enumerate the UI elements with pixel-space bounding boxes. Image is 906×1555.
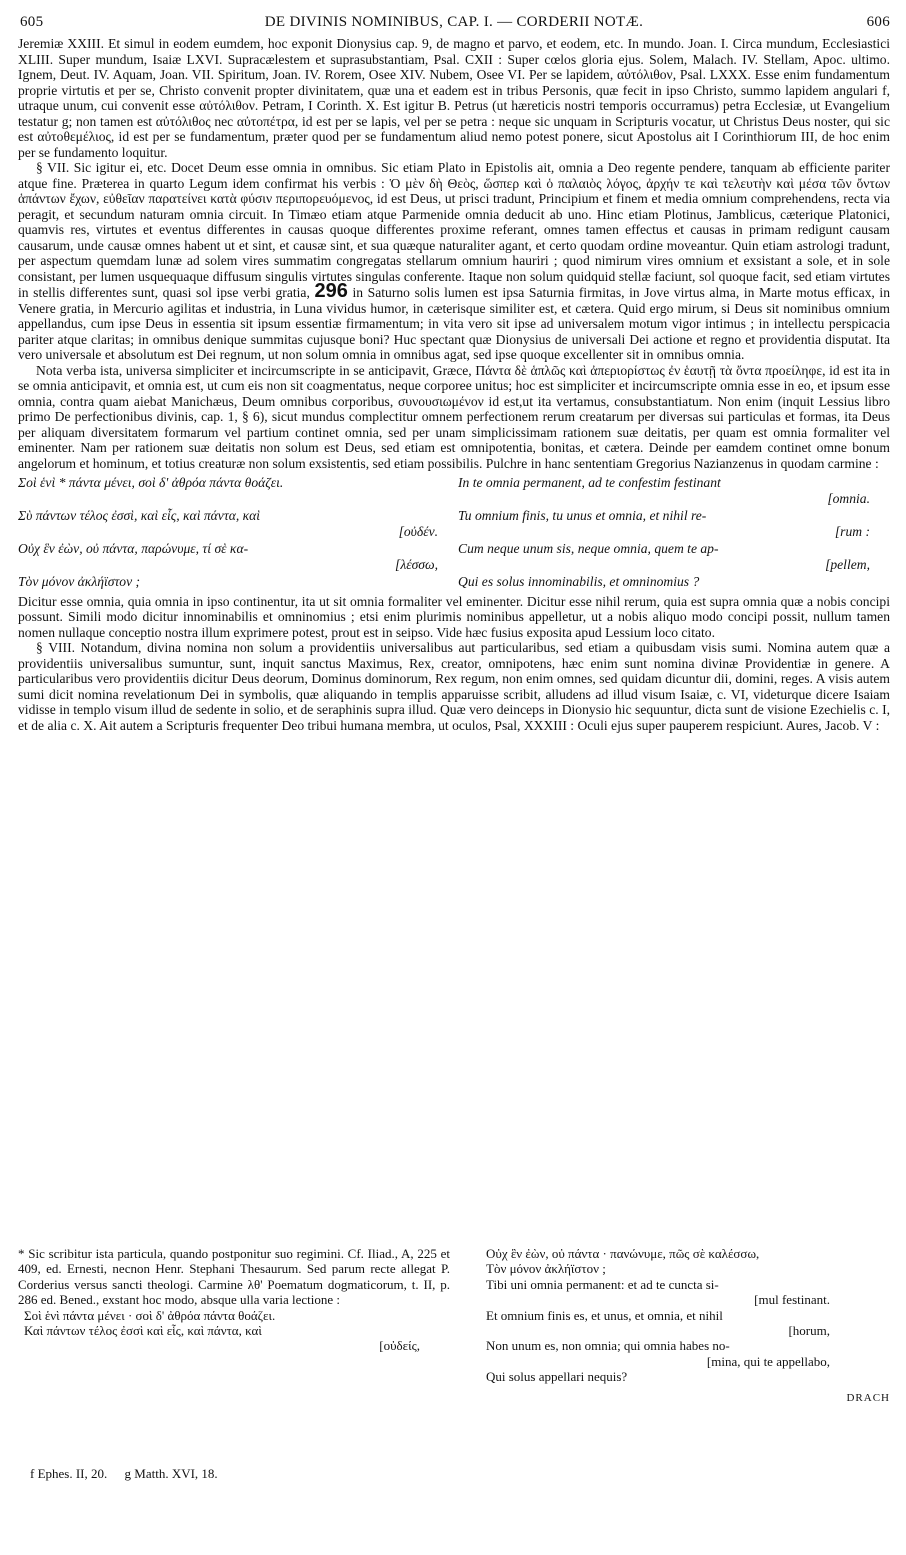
footnote-verse-line: Non unum es, non omnia; qui omnia habes no- [486,1338,730,1354]
footnote-verse-line: Tibi uni omnia permanent: et ad te cuncta si- [486,1276,719,1292]
poem-latin-line: Qui es solus innominabilis, et omninomius ? [458,574,700,589]
running-header [18,14,890,36]
paragraph-text: § VII. Sic igitur ei, etc. Docet Deum esse omnia in omnibus. Sic etiam Plato in Epistolis ait, omnia a Deo regente pendere, tanquam ab efficiente pariter atque fine. Præterea in quarto Legum idem confirmat his verbis : Ὁ μὲν δὴ Θεὸς, ὥσπερ καὶ ὁ παλαιὸς λόγος, ἀρχήν τε καὶ τελευτὴν καὶ μέσα τῶν ὄντων ἁπάντων ἔχων, εὐθεῖαν παρατείνει κατὰ φύσιν περιπορευόμενος, id est Deus, ut prisci tradunt, Principium et finem et media omnium comprehendens, recta via peragit, et secundum naturam omnia circuit. In Timæo etiam atque Parmenide omnia deducit ab uno. Hinc etiam Plotinus, Jamblicus, cæterique Platonici, quamvis res, virtutes et eventus differentes in causas quoque differentes proxime referant, omnes tamen effectus et causas in primam redigunt causam causarum, unde causæ omnes habent ut et sint, et causæ sint, et sua quæque naturaliter agant, et certo quodam ordine moveantur. Quin etiam astrologi tradunt, per aspectum quemdam lunæ ad solem vires summatim congregatas stellarum omnium hauriri ; quod nimirum vires omnium et exsistant a sole, et in sole consistant, per lumen usquequaque diffusum singulis virtutes singulas conferente. Itaque non solum quidquid stellæ faciunt, sol quoque facit, sed etiam virtutes in stellis differentes sunt, quasi sol ipse verbi gratia, [18,160,890,300]
footnote-verse-cont: [mul festinant. [754,1292,830,1308]
paragraph-text-cont: in Saturno solis lumen est ipsa Saturnia firmitas, in Jove virtus alma, in Marte motus efficax, in Venere gratia, in Mercurio agilitas et industria, in Luna vividus humor, in cæterisque similiter est, et cætera. Quid ergo mirum, si Deus sit nominibus omnium appellandus, cum ipse Deus in essentia sit ipsum essentiæ firmamentum; in vita vero sit ipse ad universalem motum vigor intimus ; in intellectu perspicacia pariter atque claritas; in omnibus denique summitas cujusque boni? Huc spectant quæ Dionysius de universali Dei actione et regno et providentia disputat. Ita vero universale et absolutum est Dei regnum, ut non solum omnia in omnibus agat, sed ipse quoque excellenter sit in omnibus omnia. [18,285,891,362]
poem-latin-line: Cum neque unum sis, neque omnia, quem te ap- [pellem, [458,541,870,572]
paragraph: Nota verba ista, universa simpliciter et incircumscripte in se anticipavit, Græce, Πάντα δὲ ἁπλῶς καὶ ἀπεριορίστως ἐν ἑαυτῇ τὰ ὄντα προείληφε, id est ita in se omnia anticipavit, et omnia est, ut cum eis non sit coagmentatus, neque corporee unitus; hoc est simpliciter et incircumscripte omnia esse in eo, et ipsum esse omnia, contra quam aiebat Manichæus, Deum omnibus corporibus, συνουσιωμένον id est,ut ita vertamus, consubstantiatum. Non enim (inquit Lessius libro primo De perfectionibus divinis, cap. 1, § 6), sicut mundus complectitur omnem perfectionem rerum creatarum per diversas sui particulas et formas, ita Deus per aliquam diversitatem formarum vel partium continet omnia, sed per unam simplicissimam rationem suæ deitatis, per quam est omnia formaliter vel eminenter. Nam per rationem suæ deitatis non solum est Deus, sed etiam est omnipotentia, bonitas, et cætera. Deinde per eamdem continet omne bonum angelorum et hominum, et totius creaturæ non solum exsistentis, sed etiam possibilis. Pulchre in hanc sententiam Gregorius Nazianzenus in quodam carmine : [18,362,890,471]
footnote-verse-line: Et omnium finis es, et unus, et omnia, et nihil [486,1307,723,1323]
paragraph: Dicitur esse omnia, quia omnia in ipso continentur, ita ut sit omnia formaliter vel eminenter. Dicitur esse nihil rerum, quia est supra omnia quæ a nobis concipi possunt. Simili modo dicitur innominabilis et omninomius ; etsi enim plurimis nominibus appelletur, ut a nobis aliquo modo concipi possit, nullum tamen nomen nullaque conceptio nostra illum exprimere potest, prout est in seipso. Vide hæc fusius exposita apud Lessium loco citato. [18,593,890,640]
page [18,14,890,733]
footnote-verse-cont: [horum, [788,1323,830,1339]
paragraph-section-viii: § VIII. Notandum, divina nomina non solum a providentiis universalibus aut particularibus, sed etiam a quibusdam visis sumi. Nomina autem quæ a providentiis universalibus sumuntur, sunt, inquit sanctus Maximus, Rex, creator, omnipotens, hæc enim sunt nomina divinæ Providentiæ in genere. A particularibus vero providentiis dicitur Deus deorum, Dominus dominorum, Rex regum, non enim omnes, sed quidam dicuntur dii, domini, reges. A visis autem sumi dicit nomina revelationum Dei in symbolis, quæ aliquando in templis apparuisse scribit, alludens ad illud visum Isaiæ, c. VI, videturque dicere Isaiam vidisse in templo visum illud de sedente in solio, et de seraphinis supra illud. Quæ vero deinceps in Dionysio hic sequuntur, dicta sunt de visione Ezechielis c. I, et de alia c. X. Ait autem a Scripturis frequenter Deo tribui humana membra, ut oculos, Psal, XXXIII : Oculi ejus super pauperem respiciunt. Aures, Jacob. V : [18,640,890,733]
footnote-verse-line: Οὐχ ἓν ἐὼν, οὐ πάντα · πανώνυμε, πῶς σὲ καλέσσω, [486,1246,760,1261]
page-number-right: 606 [866,14,890,30]
poem-greek-line: Οὐχ ἓν ἐὼν, οὐ πάντα, παρώνυμε, τί σὲ κα- [λέσσω, [18,541,438,572]
footnote-left-column [18,1246,450,1354]
main-text [18,36,890,733]
poem-latin-line: Tu omnium finis, tu unus et omnia, et nihil re- [rum : [458,508,870,539]
page-marker-296: 296 [314,280,348,302]
poem-greek-line: Σὺ πάντων τέλος ἐσσὶ, καὶ εἷς, καὶ πάντα, καὶ [οὐδέν. [18,508,438,539]
page-number-left: 605 [20,14,44,30]
paragraph-section-vii [18,160,890,363]
footnote-verse-cont: [mina, qui te appellabo, [706,1353,830,1369]
footnote-verse-line: Qui solus appellari nequis? [486,1369,628,1385]
footnote-right-column [486,1246,890,1406]
reference-f: f Ephes. II, 20. [30,1466,108,1481]
footnote-signature: DRACH [846,1391,890,1404]
poem-greek-latin [18,475,890,590]
poem-greek-line: Τὸν μόνον ἀκλήϊστον ; [18,574,141,589]
poem-greek-line: Σοὶ ἑνὶ * πάντα μένει, σοὶ δ' ἀθρόα πάντα θοάζει. [18,475,284,490]
footnote-text: * Sic scribitur ista particula, quando postponitur suo regimini. Cf. Iliad., A, 225 et 409, ed. Ernesti, necnon Henr. Stephani Thesaurum. Sed parum recte allegat P. Corderius versus sancti theologi. Carmine λθ' Poematum dogmaticorum, t. II, p. 286 ed. Bened., exstant hoc modo, absque ulla varia lectione : [18,1246,450,1308]
poem-latin-line: In te omnia permanent, ad te confestim festinant [omnia. [458,475,870,506]
scripture-references [30,1466,232,1482]
footnote-verse-line: Τὸν μόνον ἀκλήϊστον ; [486,1261,606,1277]
reference-g: g Matth. XVI, 18. [124,1466,218,1481]
footnote-greek-line: Σοὶ ἑνὶ πάντα μένει · σοὶ δ' ἀθρόα πάντα θοάζει. [24,1307,276,1323]
running-title: DE DIVINIS NOMINIBUS, CAP. I. — CORDERII NOTÆ. [264,14,644,30]
footnote-greek-line: Καὶ πάντων τέλος ἐσσὶ καὶ εἷς, καὶ πάντα, καὶ [24,1323,262,1339]
paragraph: Jeremiæ XXIII. Et simul in eodem eumdem, hoc exponit Dionysius cap. 9, de magno et parvo, et eodem, etc. In mundo. Joan. I. Circa mundum, Ecclesiastici XLIII. Super mundum, Isaiæ LXVI. Supracælestem et suprasubstantiam, Psal. CXII : Super cœlos gloria ejus. Solem, Malach. IV. Stellam, Apoc. ultimo. Ignem, Deut. IV. Aquam, Joan. VII. Spiritum, Joan. IV. Rorem, Osee XIV. Nubem, Osee VI. Per se lapidem, αὐτόλιθον, Psal. LXXX. Esse enim fundamentum proprie virtutis et per se, Christo convenit propter divinitatem, quæ una et eadem est in tribus Personis, quæ fecit in ipso Christo, summo lapidem angulari f, utraque unum, cui convenit esse αὐτόλιθον. Petram, I Corinth. X. Est igitur B. Petrus (ut hæreticis nostri temporis occurramus) petra Ecclesiæ, ut Evangelium testatur g; non tamen est αὐτόλιθος nec αὐτοπέτρα, id est per se lapis, vel per se petra : neque sic unquam in Scripturis vocatur, ut Christus Deus noster, qui sic est αὐτοθεμέλιος, id est per se fundamentum, præter quod per se fundamentum aliud nemo potest ponere, sicut Apostolus ait I Corinthiorum III, de hoc enim per se fundamento loquitur. [18,36,890,160]
footnote-greek-cont: [οὐδείς, [379,1338,420,1354]
